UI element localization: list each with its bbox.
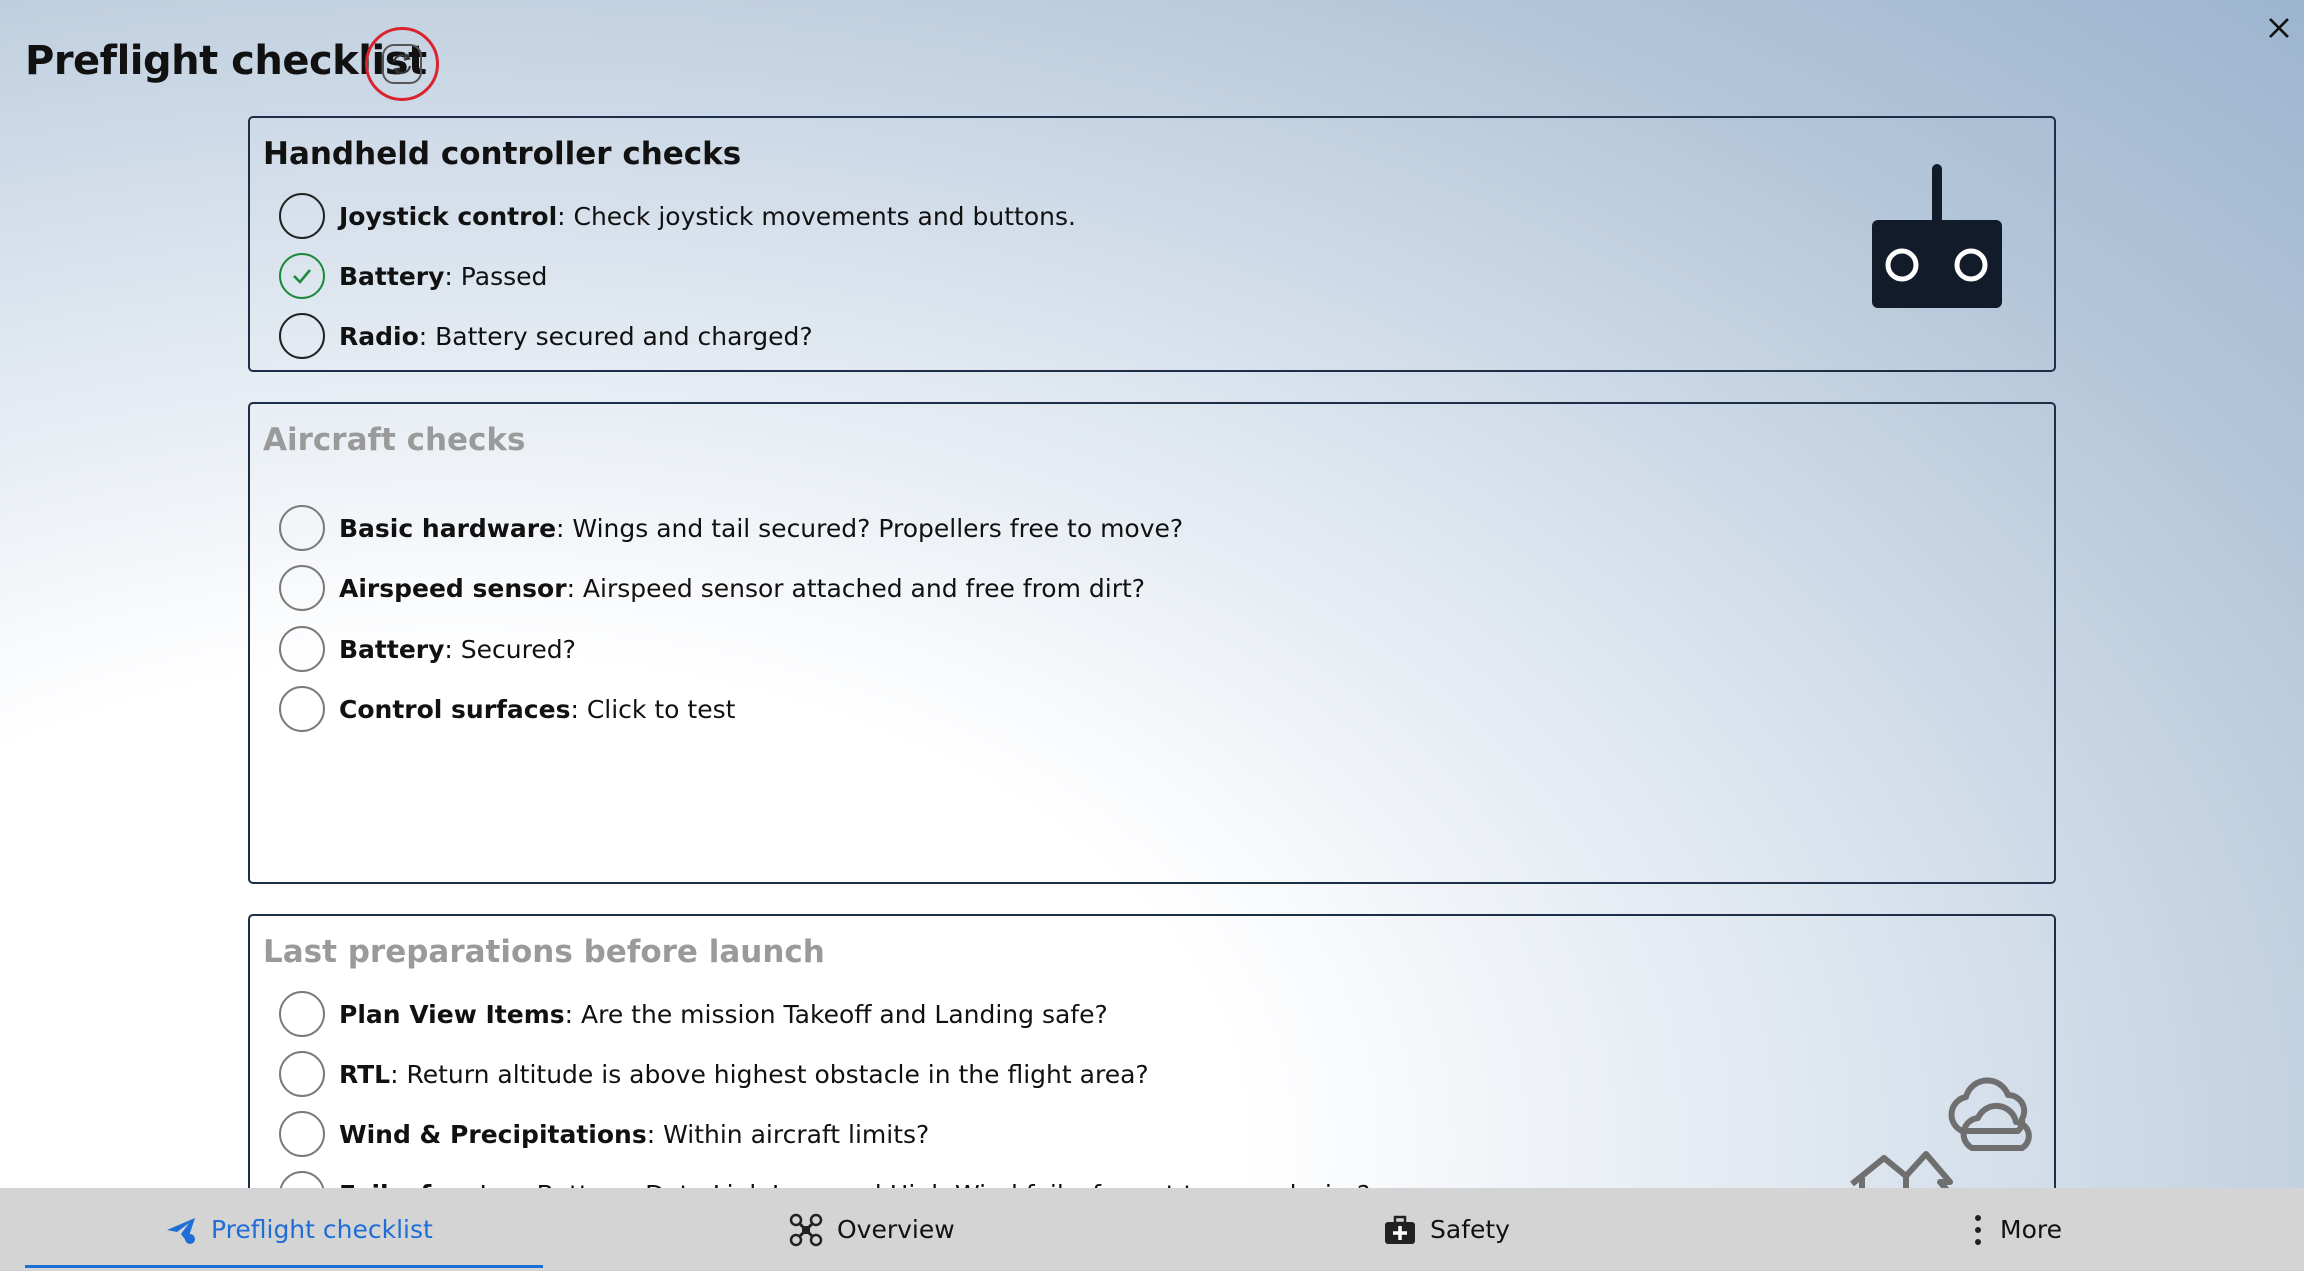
check-item-rtl[interactable]	[279, 1050, 1149, 1098]
check-item-radio[interactable]	[279, 312, 813, 360]
item-name: Airspeed sensor	[339, 573, 567, 603]
nav-active-indicator	[25, 1265, 543, 1268]
drone-icon	[789, 1213, 823, 1247]
nav-label: Preflight checklist	[211, 1215, 433, 1244]
check-circle[interactable]	[279, 686, 325, 732]
item-name: Wind & Precipitations	[339, 1119, 647, 1149]
item-desc: : Battery secured and charged?	[418, 321, 813, 351]
item-name: Control surfaces	[339, 694, 571, 724]
check-circle-passed[interactable]	[279, 253, 325, 299]
check-item-joystick[interactable]	[279, 192, 1076, 240]
close-icon	[2267, 16, 2291, 40]
check-circle[interactable]	[279, 505, 325, 551]
item-name: Joystick control	[339, 201, 558, 231]
item-desc: : Passed	[444, 261, 548, 291]
header	[0, 0, 2304, 116]
check-item-battery[interactable]	[279, 625, 576, 673]
page-title: Preflight checklist	[25, 38, 427, 84]
checkmark-icon	[289, 263, 315, 289]
section-title: Last preparations before launch	[263, 934, 825, 970]
plane-icon	[165, 1214, 197, 1246]
item-name: Battery	[339, 261, 445, 291]
check-circle[interactable]	[279, 193, 325, 239]
item-desc: : Airspeed sensor attached and free from dirt?	[566, 573, 1146, 603]
section-title: Aircraft checks	[263, 422, 526, 458]
close-button[interactable]	[2263, 12, 2295, 44]
section-handheld-controller	[248, 116, 2056, 372]
item-name: RTL	[339, 1059, 391, 1089]
refresh-button[interactable]	[365, 27, 439, 101]
section-aircraft	[248, 402, 2056, 884]
more-vertical-icon	[1970, 1213, 1986, 1247]
item-desc: : Check joystick movements and buttons.	[557, 201, 1076, 231]
check-circle[interactable]	[279, 991, 325, 1037]
item-desc: : Are the mission Takeoff and Landing safe?	[564, 999, 1108, 1029]
first-aid-kit-icon	[1384, 1215, 1416, 1245]
item-desc: : Wings and tail secured? Propellers free to move?	[556, 513, 1184, 543]
check-circle[interactable]	[279, 565, 325, 611]
check-item-battery[interactable]	[279, 252, 547, 300]
remote-controller-icon	[1872, 164, 2002, 310]
nav-label: More	[2000, 1215, 2062, 1244]
nav-overview[interactable]	[789, 1188, 955, 1271]
nav-label: Safety	[1430, 1215, 1510, 1244]
nav-preflight-checklist[interactable]	[165, 1188, 433, 1271]
item-name: Radio	[339, 321, 419, 351]
nav-safety[interactable]	[1384, 1188, 1510, 1271]
check-item-control-surfaces[interactable]	[279, 685, 735, 733]
check-circle[interactable]	[279, 1051, 325, 1097]
check-circle[interactable]	[279, 1111, 325, 1157]
nav-more[interactable]	[1970, 1188, 2062, 1271]
nav-label: Overview	[837, 1215, 955, 1244]
bottom-navigation	[0, 1188, 2304, 1271]
check-item-basic-hardware[interactable]	[279, 504, 1183, 552]
checklist-sections	[248, 116, 2056, 1188]
check-circle[interactable]	[279, 313, 325, 359]
item-desc: : Within aircraft limits?	[646, 1119, 930, 1149]
section-title: Handheld controller checks	[263, 136, 742, 172]
item-desc: : Return altitude is above highest obstacle in the flight area?	[390, 1059, 1149, 1089]
check-circle[interactable]	[279, 626, 325, 672]
item-name: Plan View Items	[339, 999, 565, 1029]
item-name: Basic hardware	[339, 513, 557, 543]
refresh-icon	[382, 44, 422, 84]
check-item-wind[interactable]	[279, 1110, 929, 1158]
check-item-plan-view[interactable]	[279, 990, 1108, 1038]
check-item-airspeed-sensor[interactable]	[279, 564, 1145, 612]
item-desc: : Click to test	[570, 694, 736, 724]
item-desc: : Secured?	[444, 634, 576, 664]
item-name: Battery	[339, 634, 445, 664]
